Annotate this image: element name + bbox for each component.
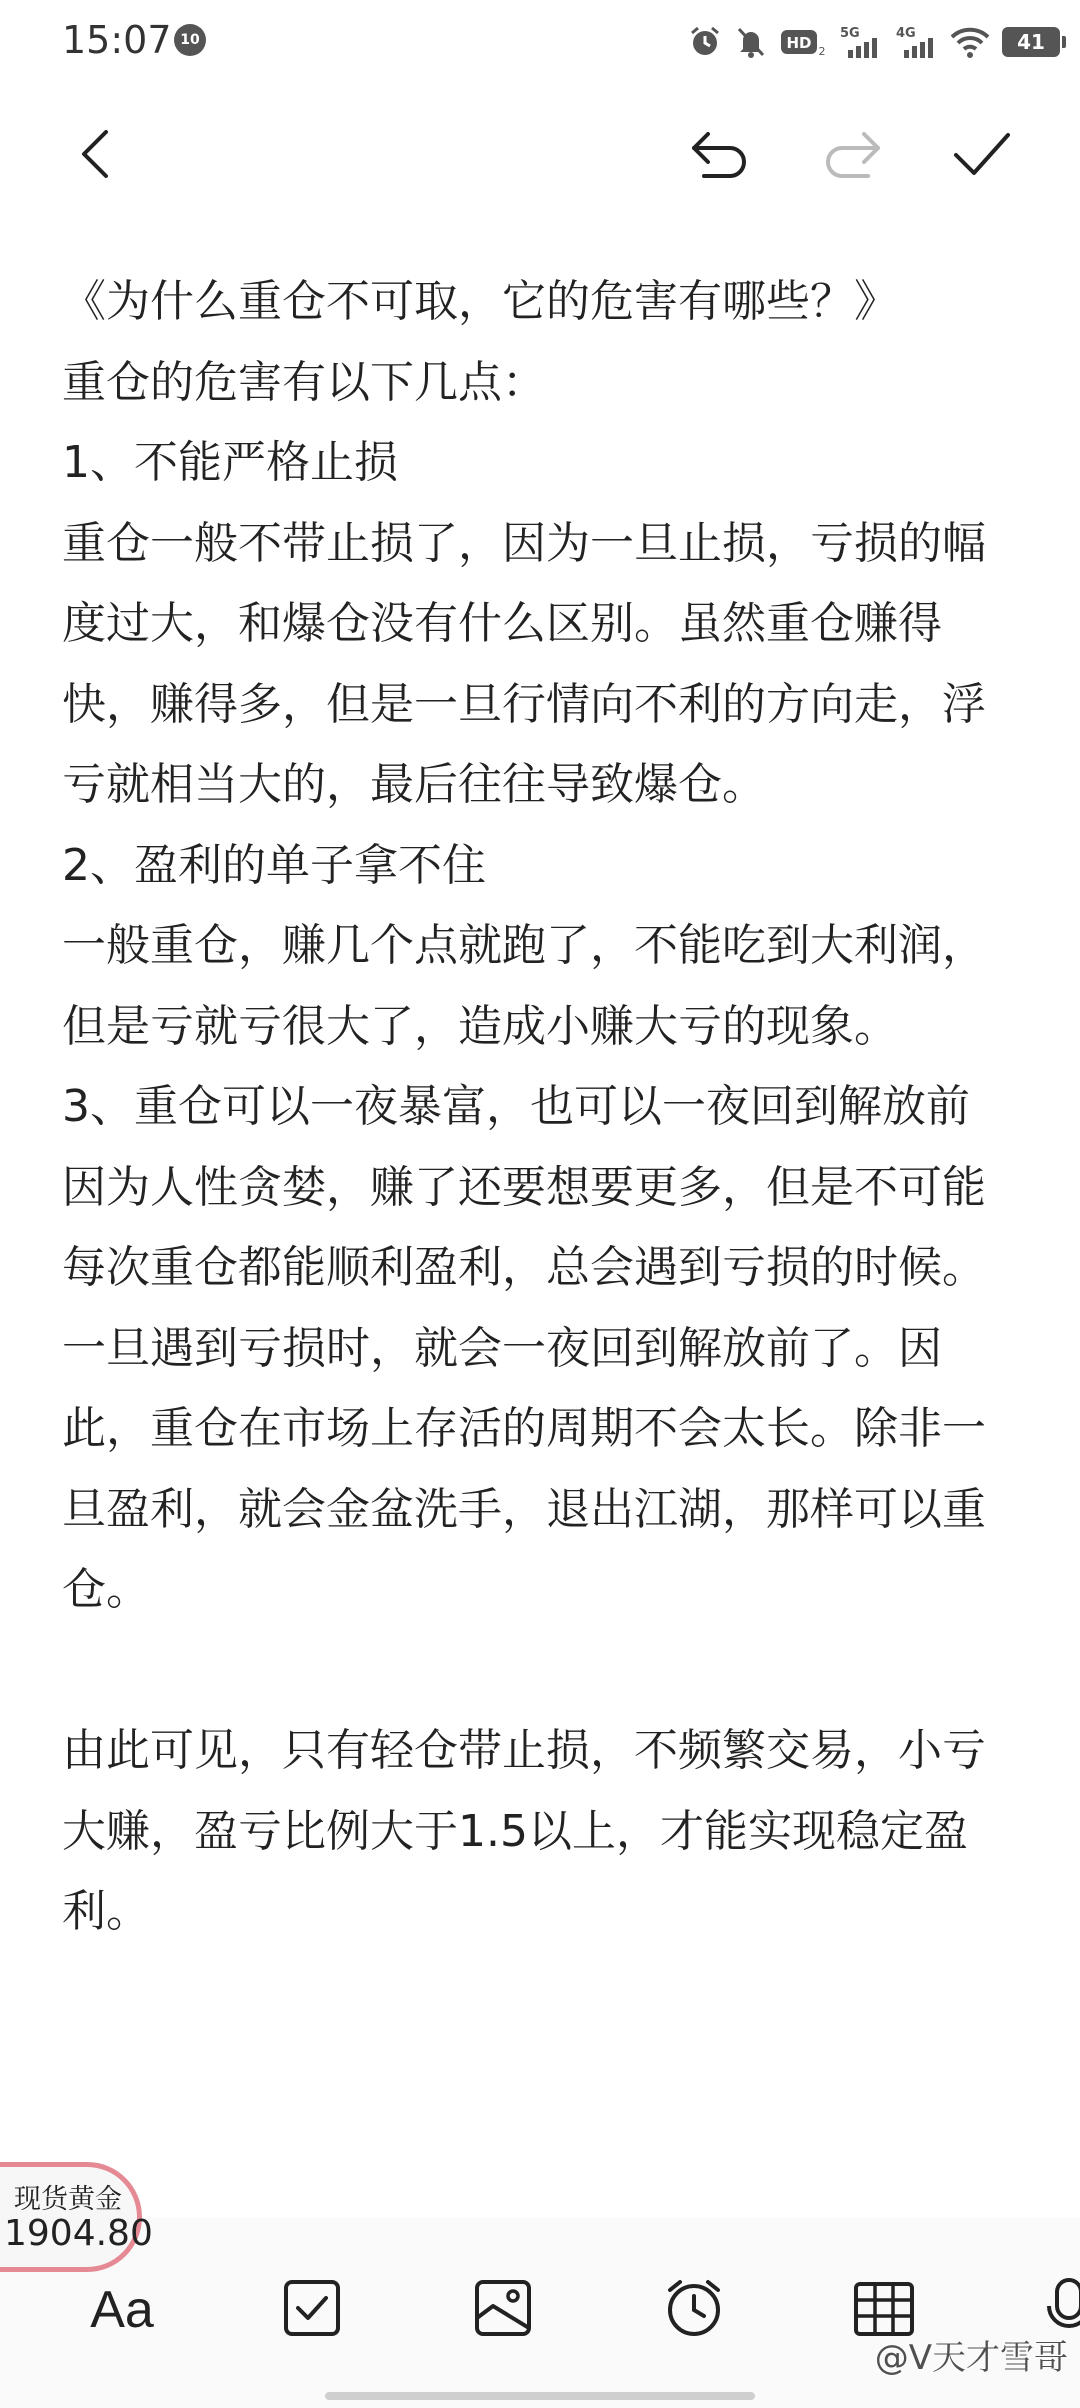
status-time: 15:07 bbox=[62, 18, 172, 62]
text-style-button[interactable] bbox=[82, 2270, 162, 2350]
status-bar bbox=[0, 0, 1080, 84]
image-icon bbox=[473, 2278, 533, 2342]
note-body[interactable] bbox=[62, 262, 1022, 1953]
note-paragraph: 重仓一般不带止损了，因为一旦止损，亏损的幅度过大，和爆仓没有什么区别。虽然重仓赚得快，赚得多，但是一旦行情向不利的方向走，浮亏就相当大的，最后往往导致爆仓。 bbox=[62, 517, 986, 810]
watermark: @V天才雪哥 bbox=[874, 2338, 1068, 2378]
home-indicator[interactable] bbox=[325, 2392, 755, 2400]
gold-price-label: 现货黄金 bbox=[14, 2184, 122, 2215]
hd-icon bbox=[780, 25, 826, 59]
signal-5g-icon bbox=[838, 24, 882, 60]
note-title: 《为什么重仓不可取，它的危害有哪些？》 bbox=[62, 276, 898, 327]
text-style-icon: Aa bbox=[90, 2281, 154, 2339]
battery-indicator: 41 bbox=[1002, 27, 1060, 57]
signal-4g-icon bbox=[894, 24, 938, 60]
svg-text:2: 2 bbox=[818, 45, 826, 58]
checklist-button[interactable] bbox=[272, 2270, 352, 2350]
reminder-button[interactable] bbox=[654, 2270, 734, 2350]
note-paragraph: 因为人性贪婪，赚了还要想要更多，但是不可能每次重仓都能顺利盈利，总会遇到亏损的时候。一旦遇到亏损时，就会一夜回到解放前了。因此，重仓在市场上存活的周期不会太长。除非一旦盈利，就会金盆洗手，退出江湖，那样可以重仓。 bbox=[62, 1161, 986, 1615]
undo-button[interactable] bbox=[684, 120, 756, 192]
svg-text:HD: HD bbox=[786, 34, 812, 52]
wifi-icon bbox=[950, 25, 990, 59]
undo-icon bbox=[688, 126, 752, 186]
blank-line bbox=[62, 1631, 1022, 1712]
format-bar bbox=[0, 2218, 1080, 2408]
note-heading: 2、盈利的单子拿不住 bbox=[62, 839, 486, 891]
redo-button[interactable] bbox=[816, 120, 888, 192]
note-paragraph: 重仓的危害有以下几点： bbox=[62, 356, 546, 408]
note-heading: 3、重仓可以一夜暴富，也可以一夜回到解放前 bbox=[62, 1081, 970, 1132]
checkmark-icon bbox=[952, 129, 1012, 183]
redo-icon bbox=[820, 126, 884, 186]
checkbox-icon bbox=[282, 2278, 342, 2342]
done-button[interactable] bbox=[946, 120, 1018, 192]
note-paragraph: 一般重仓，赚几个点就跑了，不能吃到大利润，但是亏就亏很大了，造成小赚大亏的现象。 bbox=[62, 920, 986, 1052]
mute-bell-icon bbox=[734, 25, 768, 59]
note-paragraph: 由此可见，只有轻仓带止损，不频繁交易，小亏大赚，盈亏比例大于1.5以上，才能实现稳定盈利。 bbox=[62, 1725, 986, 1937]
svg-text:4G: 4G bbox=[896, 26, 916, 41]
back-button[interactable] bbox=[60, 120, 132, 192]
gold-price-value: 1904.80 bbox=[4, 2213, 153, 2254]
editor-toolbar bbox=[0, 100, 1080, 210]
gold-price-widget[interactable] bbox=[0, 2162, 153, 2272]
alarm-status-icon bbox=[688, 25, 722, 59]
note-heading: 1、不能严格止损 bbox=[62, 437, 398, 488]
status-icons bbox=[688, 20, 1060, 64]
svg-text:5G: 5G bbox=[840, 26, 860, 41]
alarm-clock-icon bbox=[662, 2276, 726, 2344]
insert-image-button[interactable] bbox=[463, 2270, 543, 2350]
notification-badge: 10 bbox=[174, 24, 206, 56]
chevron-left-icon bbox=[74, 126, 118, 186]
